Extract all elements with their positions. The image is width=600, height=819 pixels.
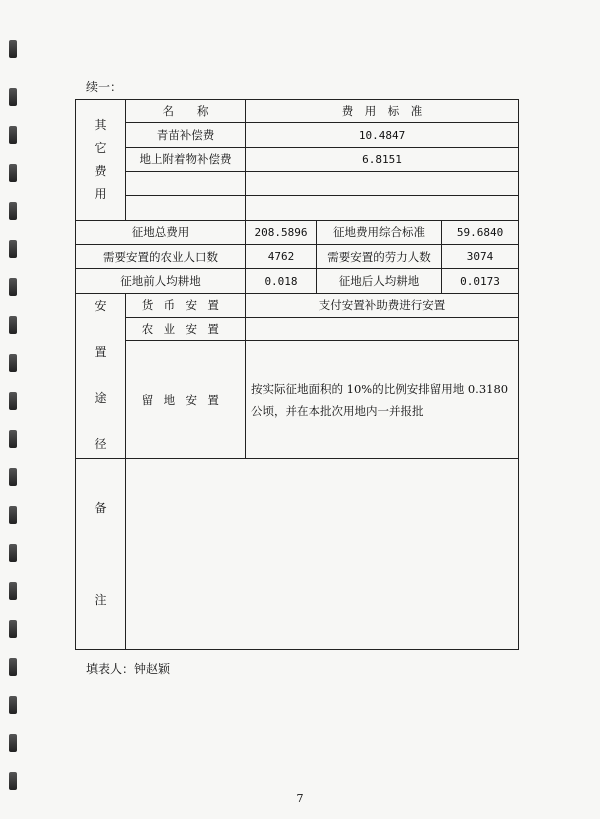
total-cost-value: 208.5896 xyxy=(246,220,317,244)
remarks-label xyxy=(76,459,126,650)
agri-resettlement-value xyxy=(246,318,519,341)
labor-count-value: 3074 xyxy=(442,245,519,269)
page-number: 7 xyxy=(296,792,304,805)
monetary-resettlement-value: 支付安置补助费进行安置 xyxy=(246,293,519,317)
col-standard-header: 费 用 标 准 xyxy=(246,100,519,123)
continuation-label: 续一： xyxy=(86,80,123,94)
remarks-label-top: 备 xyxy=(94,501,107,516)
land-acquisition-form xyxy=(75,99,519,650)
agri-resettlement-label: 农业安置 xyxy=(126,318,246,341)
fee-value-cell xyxy=(246,172,519,196)
agri-population-label: 需要安置的农业人口数 xyxy=(76,245,246,269)
fee-name-cell: 地上附着物补偿费 xyxy=(126,147,246,171)
land-after-label: 征地后人均耕地 xyxy=(317,269,442,293)
remarks-label-bottom: 注 xyxy=(94,593,107,608)
land-before-value: 0.018 xyxy=(246,269,317,293)
land-after-value: 0.0173 xyxy=(442,269,519,293)
resettlement-label: 安 置 途 径 xyxy=(76,293,126,458)
fee-name-cell xyxy=(126,172,246,196)
labor-count-label: 需要安置的劳力人数 xyxy=(317,245,442,269)
cost-standard-label: 征地费用综合标准 xyxy=(317,220,442,244)
remarks-content xyxy=(126,459,519,650)
cost-standard-value: 59.6840 xyxy=(442,220,519,244)
fee-name-cell: 青苗补偿费 xyxy=(126,123,246,147)
col-name-header: 名 称 xyxy=(126,100,246,123)
monetary-resettlement-label: 货币安置 xyxy=(126,293,246,317)
agri-population-value: 4762 xyxy=(246,245,317,269)
fee-name-cell xyxy=(126,196,246,220)
land-before-label: 征地前人均耕地 xyxy=(76,269,246,293)
other-fees-label: 其 它 费 用 xyxy=(76,100,126,221)
total-cost-label: 征地总费用 xyxy=(76,220,246,244)
fee-value-cell xyxy=(246,196,519,220)
land-resettlement-label: 留地安置 xyxy=(126,341,246,459)
fee-value-cell: 6.8151 xyxy=(246,147,519,171)
land-resettlement-value: 按实际征地面积的 10%的比例安排留用地 0.3180 公顷，并在本批次用地内一并报批 xyxy=(246,341,519,459)
binding-holes xyxy=(9,30,23,810)
form-filler: 填表人：钟赵颖 xyxy=(86,662,171,676)
fee-value-cell: 10.4847 xyxy=(246,123,519,147)
